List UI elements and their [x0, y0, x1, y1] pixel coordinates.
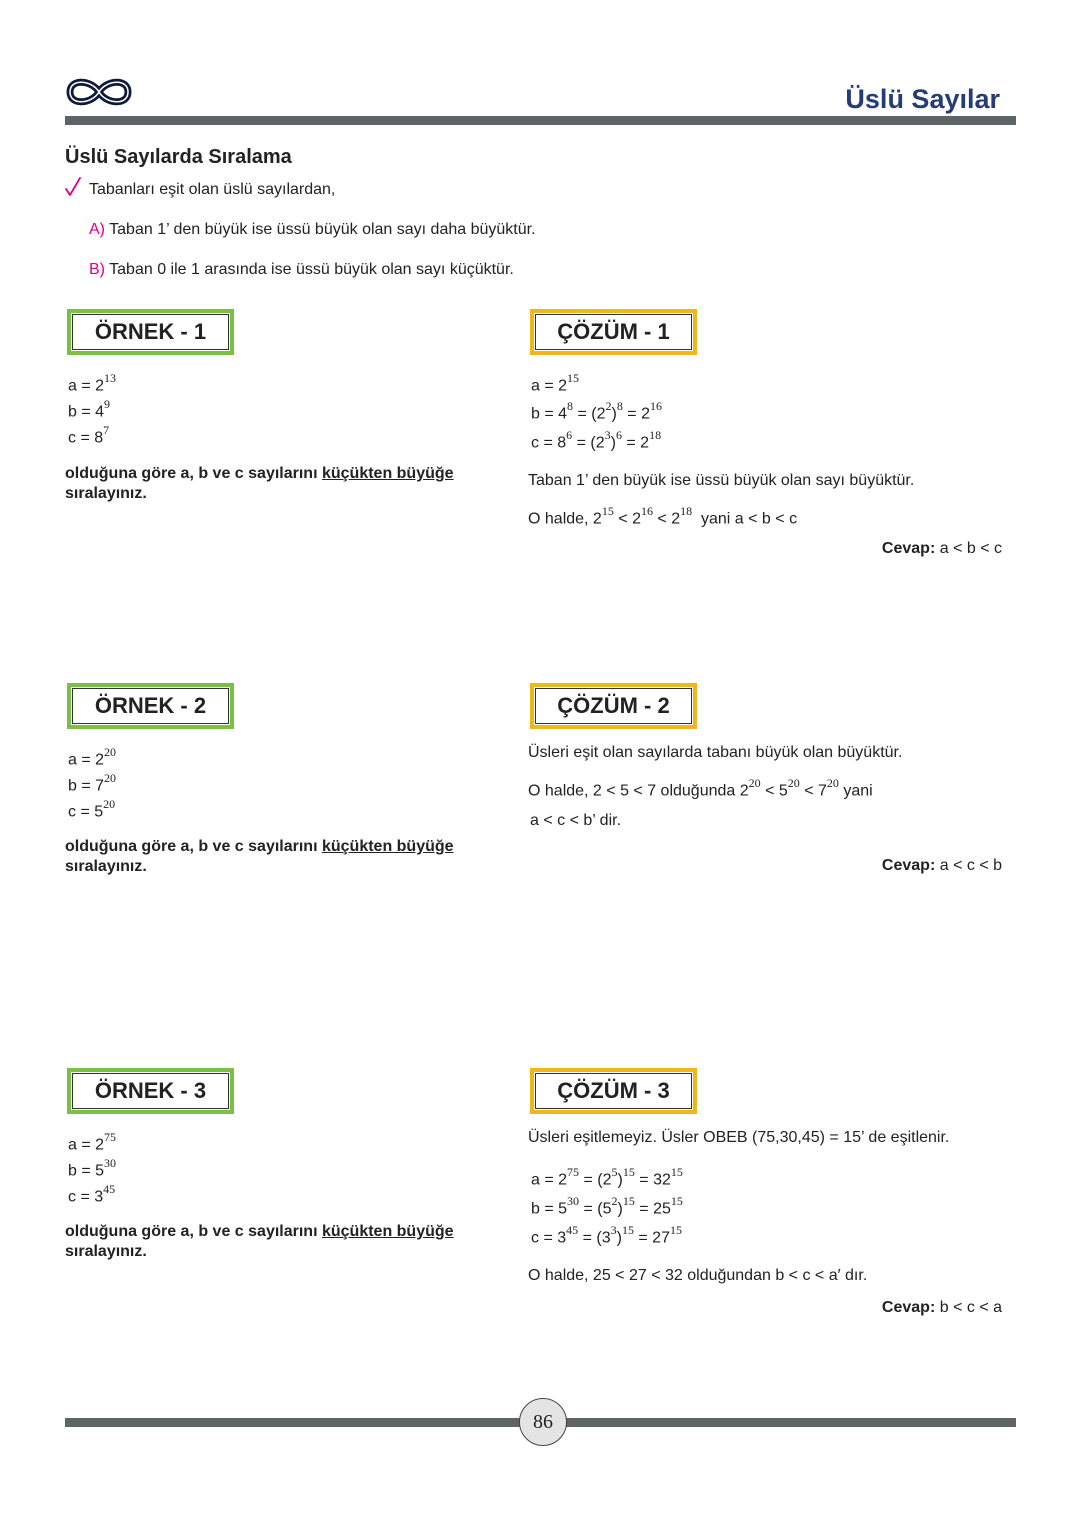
example-2-question: olduğuna göre a, b ve c sayılarını küçükten büyüğe sıralayınız.: [65, 838, 454, 875]
intro-text: Tabanları eşit olan üslü sayılardan,: [89, 181, 336, 198]
rule-text: Taban 1’ den büyük ise üssü büyük olan sayı daha büyüktür.: [109, 221, 536, 238]
page-title: Üslü Sayılar: [845, 84, 1000, 114]
solution-3-answer: Cevap: b < c < a: [881, 1299, 1002, 1316]
solution-1-label: ÇÖZÜM - 1: [530, 309, 697, 355]
infinity-icon: [64, 72, 134, 112]
example-3-line-c: $c = 3^{45}$: [68, 1182, 116, 1206]
solution-2-label: ÇÖZÜM - 2: [530, 683, 697, 729]
example-3-label: ÖRNEK - 3: [67, 1068, 234, 1114]
solution-2-conclusion: O halde, 2 < 5 < 7 olduğunda $2^{20} < 5^{20} < 7^{20}$ yani: [528, 776, 873, 800]
solution-3-line-c: $c = 3^{45} = (3^3)^{15} = 27^{15}$: [531, 1223, 682, 1247]
rule-letter: A): [89, 221, 105, 238]
solution-3-conclusion: O halde, 25 < 27 < 32 olduğundan b < c < a′ dır.: [528, 1267, 868, 1284]
example-1-label: ÖRNEK - 1: [67, 309, 234, 355]
example-1-line-c: $c = 8^7$: [68, 423, 110, 447]
solution-3-rule: Üsleri eşitlemeyiz. Üsler OBEB (75,30,45) = 15’ de eşitlenir.: [528, 1129, 950, 1146]
example-2-label: ÖRNEK - 2: [67, 683, 234, 729]
example-2-line-a: $a = 2^{20}$: [68, 745, 117, 769]
example-2-line-c: $c = 5^{20}$: [68, 797, 116, 821]
solution-3-line-b: $b = 5^{30} = (5^2)^{15} = 25^{15}$: [531, 1194, 683, 1218]
solution-3-line-a: $a = 2^{75} = (2^5)^{15} = 32^{15}$: [531, 1165, 683, 1189]
solution-3-label: ÇÖZÜM - 3: [530, 1068, 697, 1114]
section-title: Üslü Sayılarda Sıralama: [65, 146, 292, 168]
rule-text: Taban 0 ile 1 arasında ise üssü büyük olan sayı küçüktür.: [109, 261, 514, 278]
rule-b: [89, 261, 514, 279]
solution-1-line-c: $c = 8^6 = (2^3)^6 = 2^{18}$: [531, 428, 662, 452]
solution-1-line-b: $b = 4^8 = (2^2)^8 = 2^{16}$: [531, 399, 662, 423]
solution-2-answer: Cevap: a < c < b: [881, 857, 1002, 874]
example-1-line-b: $b = 4^9$: [68, 397, 111, 421]
example-1-line-a: $a = 2^{13}$: [68, 371, 117, 395]
checkmark-icon: [64, 176, 82, 198]
page-number: 86: [519, 1398, 567, 1446]
rule-a: [89, 221, 536, 239]
header-divider: [65, 116, 1016, 125]
example-3-line-a: $a = 2^{75}$: [68, 1130, 117, 1154]
solution-2-rule: Üsleri eşit olan sayılarda tabanı büyük olan büyüktür.: [528, 744, 903, 761]
solution-1-conclusion: O halde, $2^{15} < 2^{16} < 2^{18}$ yani a < b < c: [528, 504, 798, 528]
example-3-question: olduğuna göre a, b ve c sayılarını küçükten büyüğe sıralayınız.: [65, 1223, 454, 1260]
example-2-line-b: $b = 7^{20}$: [68, 771, 117, 795]
solution-1-answer: Cevap: a < b < c: [881, 540, 1002, 557]
solution-2-result: a < c < b’ dir.: [530, 812, 622, 829]
solution-1-line-a: $a = 2^{15}$: [531, 371, 580, 395]
solution-1-rule: Taban 1’ den büyük ise üssü büyük olan sayı büyüktür.: [528, 472, 915, 489]
example-1-question: olduğuna göre a, b ve c sayılarını küçükten büyüğe sıralayınız.: [65, 465, 454, 502]
example-3-line-b: $b = 5^{30}$: [68, 1156, 117, 1180]
rule-letter: B): [89, 261, 105, 278]
